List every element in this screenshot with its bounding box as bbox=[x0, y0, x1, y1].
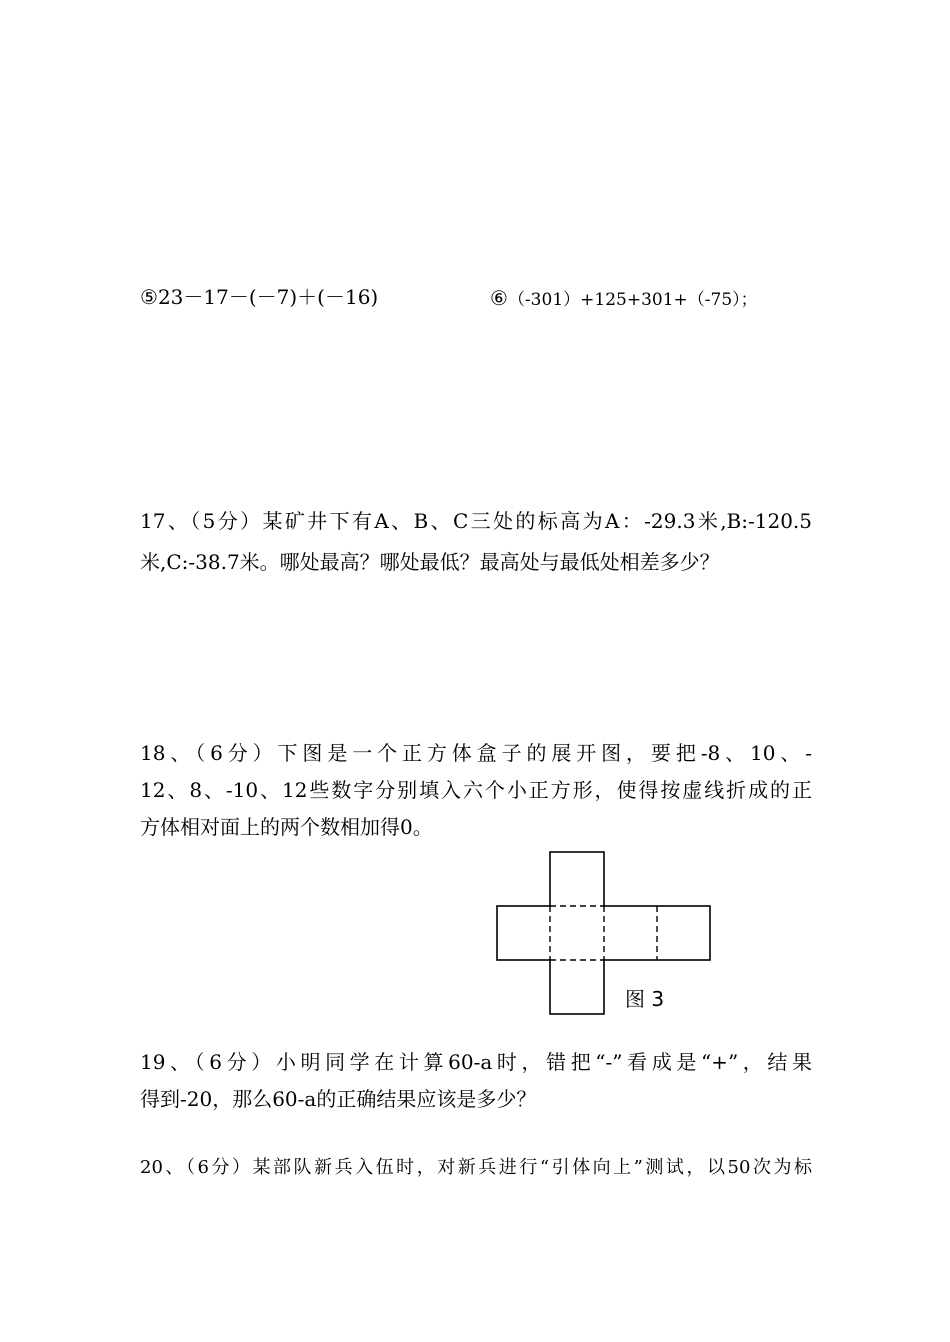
question-18-line-1: 18、（6分）下图是一个正方体盒子的展开图，要把-8、10、- bbox=[140, 741, 812, 765]
question-19-line-1: 19、（6分）小明同学在计算60-a时，错把“-”看成是“+”，结果 bbox=[140, 1050, 812, 1074]
expression-6 bbox=[490, 288, 758, 310]
cube-net-diagram bbox=[495, 850, 715, 1020]
question-18-line-2: 12、8、-10、12些数字分别填入六个小正方形，使得按虚线折成的正 bbox=[140, 778, 812, 802]
net-face-bottom bbox=[550, 960, 604, 1014]
question-19-line-2: 得到-20，那么60-a的正确结果应该是多少？ bbox=[140, 1087, 537, 1111]
expression-6-text: （-301）+125+301+（-75）； bbox=[507, 290, 758, 310]
question-17-line-1: 17、（5分）某矿井下有A、B、C三处的标高为A：-29.3米,B:-120.5 bbox=[140, 509, 812, 533]
net-face-top bbox=[550, 852, 604, 906]
question-17-line-2: 米,C:-38.7米。哪处最高？哪处最低？最高处与最低处相差多少？ bbox=[140, 550, 720, 574]
question-20-line-1: 20、（6分）某部队新兵入伍时，对新兵进行“引体向上”测试，以50次为标 bbox=[140, 1157, 812, 1178]
expression-6-marker: ⑥ bbox=[490, 286, 508, 310]
expression-5 bbox=[140, 287, 378, 307]
question-18-line-3: 方体相对面上的两个数相加得0。 bbox=[140, 815, 433, 839]
figure-label: 图 3 bbox=[625, 987, 665, 1011]
expression-5-text: 23－17－(－7)＋(－16) bbox=[157, 285, 379, 309]
expression-5-marker: ⑤ bbox=[140, 285, 158, 309]
cube-net-figure bbox=[495, 850, 715, 1024]
